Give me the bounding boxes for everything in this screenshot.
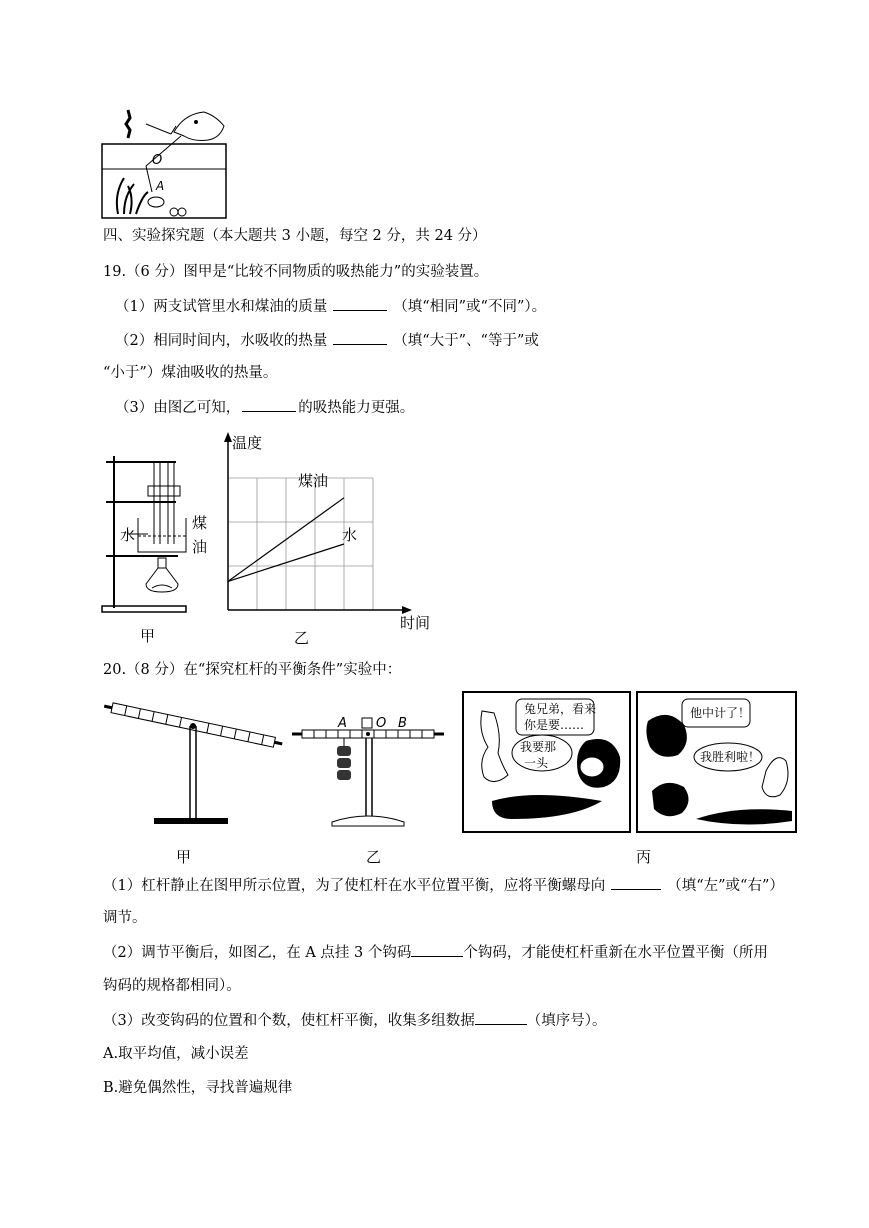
label-a: A: [156, 179, 165, 193]
q20-stem: 20.（8 分）在“探究杠杆的平衡条件”实验中：: [103, 662, 402, 678]
y-axis-label: 温度: [232, 434, 263, 452]
q20-option-b: B.避免偶然性，寻找普遍规律: [103, 1080, 293, 1096]
caption-jia-20: 甲: [176, 848, 192, 866]
q20-blank2[interactable]: [411, 942, 463, 957]
q20-option-a: A.取平均值，减小误差: [103, 1046, 249, 1062]
label-o: O: [376, 716, 387, 731]
lever-balanced-figure: [288, 712, 448, 830]
cartoon-panel-2: [636, 691, 798, 834]
label-b: B: [398, 716, 407, 731]
q20-blank3[interactable]: [475, 1010, 527, 1025]
caption-yi-20: 乙: [366, 848, 382, 866]
bubble-line-1: 兔兄弟，看来: [524, 702, 597, 716]
temperature-time-chart: [214, 426, 444, 636]
label-water: 水: [120, 526, 136, 544]
caption-jia-19: 甲: [140, 627, 156, 645]
bubble2-text: 我胜利啦！: [700, 750, 761, 764]
bubble-text: 他中计了！: [690, 706, 751, 720]
bubble2-line-2: 一头: [524, 756, 549, 770]
lever-tilted-figure: [98, 696, 288, 832]
q19-part2: （2）相同时间内，水吸收的热量 （填“大于”、“等于”或: [115, 330, 539, 351]
q19-part3: （3）由图乙可知， 的吸热能力更强。: [115, 397, 414, 418]
q19-part2-cont: “小于”）煤油吸收的热量。: [103, 365, 278, 381]
label-a: A: [338, 716, 347, 731]
q20-part3: （3）改变钩码的位置和个数，使杠杆平衡，收集多组数据 （填序号）。: [103, 1010, 606, 1031]
q19-stem: 19.（6 分）图甲是“比较不同物质的吸热能力”的实验装置。: [103, 264, 489, 280]
q20-part1-cont: 调节。: [103, 910, 147, 926]
label-o: O: [152, 153, 163, 168]
bubble-line-2: 你是要……: [524, 718, 585, 732]
q19-part1: （1）两支试管里水和煤油的质量 （填“相同”或“不同”）。: [115, 296, 546, 317]
q19-blank3[interactable]: [242, 397, 296, 412]
q19-blank2[interactable]: [333, 330, 387, 345]
caption-bing-20: 丙: [636, 848, 652, 866]
series-label-1: 水: [342, 526, 358, 544]
q20-part2-cont: 钩码的规格都相同）。: [103, 978, 241, 994]
q20-blank1[interactable]: [611, 875, 661, 890]
label-oil-1: 煤: [192, 514, 208, 532]
x-axis-arrow: [402, 606, 412, 614]
series-label-0: 煤油: [298, 471, 329, 490]
section-heading: 四、实验探究题（本大题共 3 小题，每空 2 分，共 24 分）: [103, 228, 487, 244]
aquarium-figure: [96, 104, 236, 222]
q20-part1: （1）杠杆静止在图甲所示位置，为了使杠杆在水平位置平衡，应将平衡螺母向 （填“左”或“右”）: [103, 875, 784, 896]
label-oil-2: 油: [192, 538, 208, 556]
caption-yi-19: 乙: [294, 629, 310, 647]
heating-apparatus-figure: [98, 448, 218, 618]
y-axis-arrow: [224, 432, 232, 442]
cartoon-panel-1: [462, 691, 632, 834]
chart-grid: [228, 478, 373, 610]
q20-part2: （2）调节平衡后，如图乙，在 A 点挂 3 个钩码 个钩码，才能使杠杆重新在水平位置平衡（所用: [103, 942, 768, 963]
x-axis-label: 时间: [400, 614, 431, 632]
bubble2-line-1: 我要那: [520, 740, 557, 754]
q19-blank1[interactable]: [333, 296, 387, 311]
